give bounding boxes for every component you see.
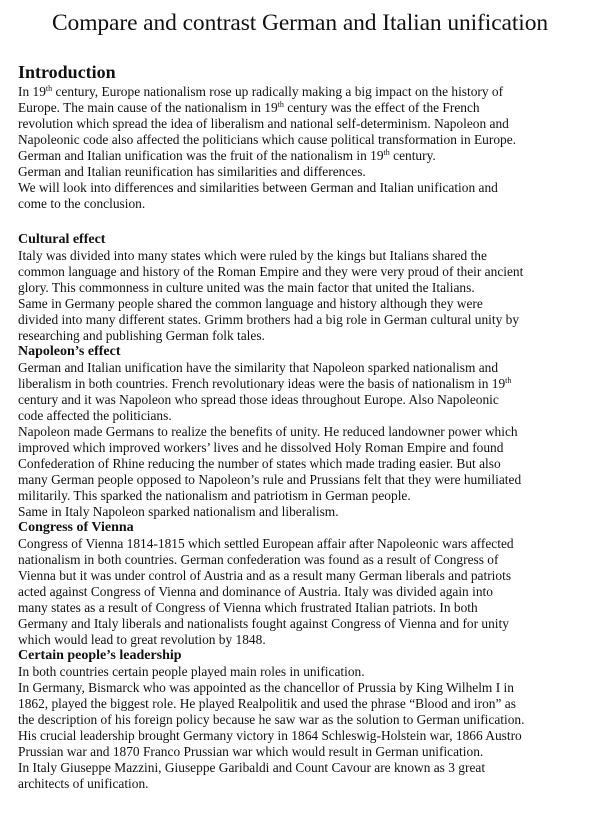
heading-cultural-effect: Cultural effect — [18, 232, 106, 247]
heading-leadership: Certain people’s leadership — [18, 648, 182, 663]
text-line: many states as a result of Congress of Vienna which frustrated Italian patriots. In both — [18, 600, 478, 615]
text-line: His crucial leadership brought Germany victory in 1864 Schleswig-Holstein war, 1866 Austro — [18, 728, 522, 743]
text-line: Napoleonic code also affected the politicians which cause political transformation in Europe. — [18, 132, 517, 147]
document-body — [18, 60, 598, 792]
section-gap — [18, 212, 598, 232]
paragraph-cultural-effect — [18, 248, 598, 344]
text-line: Same in Germany people shared the common language and history although they were — [18, 296, 483, 311]
text-line: improved which improved workers’ lives and he dissolved Holy Roman Empire and found — [18, 440, 504, 455]
paragraph-introduction — [18, 84, 598, 212]
text-line: glory. This commonness in culture united was the main factor that united the Italians. — [18, 280, 475, 295]
text-line: Vienna but it was under control of Austria and as a result many German liberals and patriots — [18, 568, 512, 583]
paragraph-leadership — [18, 664, 598, 792]
text-line: many German people opposed to Napoleon’s rule and Prussians felt that they were humiliated — [18, 472, 522, 487]
text-line: Prussian war and 1870 Franco Prussian war which would result in German unification. — [18, 744, 484, 759]
text-line: which would lead to great revolution by 1848. — [18, 632, 266, 647]
text-line: In Germany, Bismarck who was appointed as the chancellor of Prussia by King Wilhelm I in — [18, 680, 514, 695]
ordinal-superscript: th — [45, 84, 53, 93]
text-line: 1862, played the biggest role. He played Realpolitik and used the phrase “Blood and iron” as — [18, 696, 516, 711]
text-line: the description of his foreign policy because he saw war as the solution to German unification. — [18, 712, 525, 727]
text-line: In Italy Giuseppe Mazzini, Giuseppe Garibaldi and Count Cavour are known as 3 great — [18, 760, 486, 775]
text-line: In 19th century, Europe nationalism rose up radically making a big impact on the history of — [18, 84, 504, 99]
text-line: nationalism in both countries. German confederation was found as a result of Congress of — [18, 552, 499, 567]
text-line: liberalism in both countries. French revolutionary ideas were the basis of nationalism in 19th — [18, 376, 512, 391]
ordinal-superscript: th — [505, 376, 512, 385]
paragraph-congress-of-vienna — [18, 536, 598, 648]
document-title: Compare and contrast German and Italian unification — [51, 10, 549, 36]
text-line: come to the conclusion. — [18, 196, 146, 211]
text-line: German and Italian unification was the fruit of the nationalism in 19th century. — [18, 148, 436, 163]
paragraph-napoleons-effect — [18, 360, 598, 520]
text-line: German and Italian unification have the similarity that Napoleon sparked nationalism and — [18, 360, 499, 375]
text-line: Congress of Vienna 1814-1815 which settled European affair after Napoleonic wars affected — [18, 536, 514, 551]
text-line: Italy was divided into many states which were ruled by the kings but Italians shared the — [18, 248, 487, 263]
heading-congress-of-vienna: Congress of Vienna — [18, 520, 134, 535]
text-line: century and it was Napoleon who spread those ideas throughout Europe. Also Napoleonic — [18, 392, 499, 407]
text-line: Same in Italy Napoleon sparked nationalism and liberalism. — [18, 504, 339, 519]
ordinal-superscript: th — [383, 148, 390, 157]
text-line: militarily. This sparked the nationalism and patriotism in German people. — [18, 488, 411, 503]
text-line: revolution which spread the idea of liberalism and national self-determinism. Napoleon and — [18, 116, 509, 131]
text-line: divided into many different states. Grimm brothers had a big role in German cultural unity by — [18, 312, 520, 327]
heading-napoleons-effect: Napoleon’s effect — [18, 344, 121, 359]
heading-introduction: Introduction — [18, 62, 116, 82]
text-line: German and Italian reunification has similarities and differences. — [18, 164, 366, 179]
text-line: common language and history of the Roman Empire and they were very proud of their ancient — [18, 264, 524, 279]
text-line: architects of unification. — [18, 776, 149, 791]
text-line: Europe. The main cause of the nationalism in 19th century was the effect of the French — [18, 100, 480, 115]
text-line: Confederation of Rhine reducing the number of states which made trading easier. But also — [18, 456, 501, 471]
text-line: In both countries certain people played main roles in unification. — [18, 664, 365, 679]
text-line: acted against Congress of Vienna and dominance of Austria. Italy was divided again into — [18, 584, 493, 599]
ordinal-superscript: th — [277, 100, 284, 109]
text-line: We will look into differences and similarities between German and Italian unification and — [18, 180, 498, 195]
text-line: researching and publishing German folk tales. — [18, 328, 265, 343]
text-line: code affected the politicians. — [18, 408, 172, 423]
text-line: Napoleon made Germans to realize the benefits of unity. He reduced landowner power which — [18, 424, 518, 439]
text-line: Germany and Italy liberals and nationalists fought against Congress of Vienna and for unity — [18, 616, 509, 631]
